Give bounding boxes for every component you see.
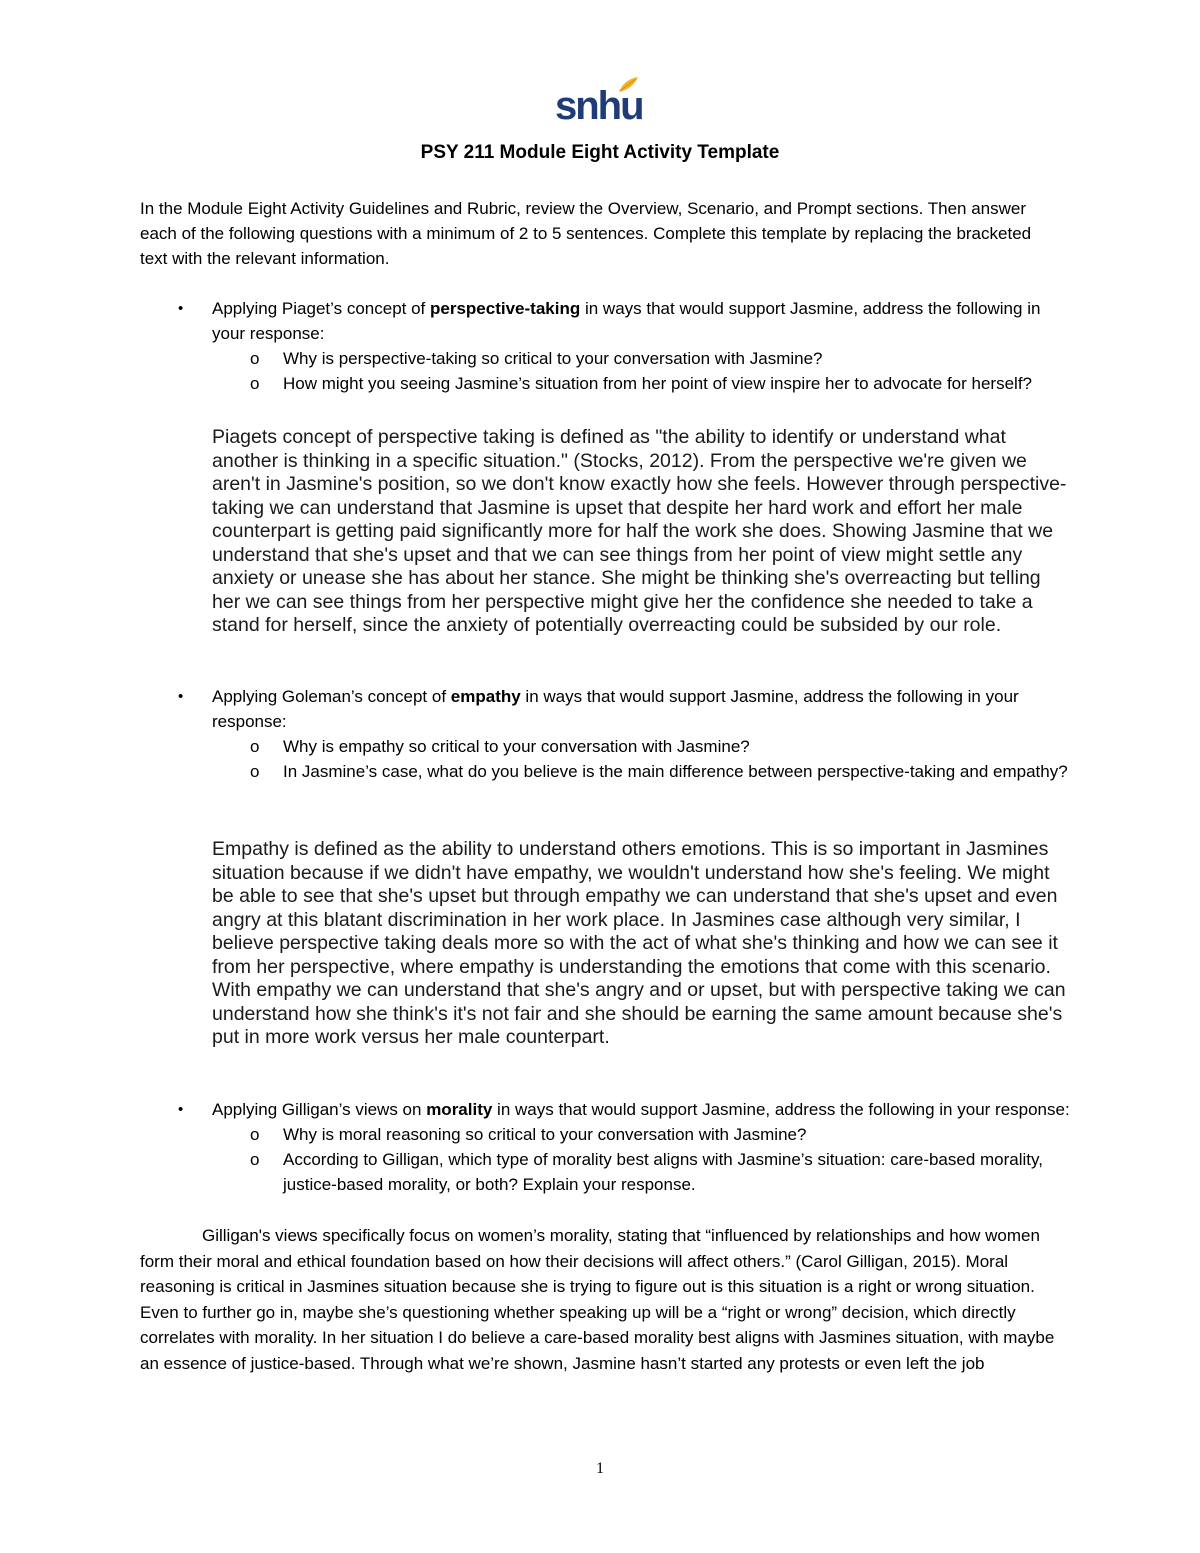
question-text: Why is empathy so critical to your conversation with Jasmine? [283, 737, 750, 756]
sub-bullet-icon: o [250, 374, 260, 393]
intro-paragraph: In the Module Eight Activity Guidelines and Rubric, review the Overview, Scenario, and Prompt sections. Then answer each of the following questions with a minimum of 2 to 5 sentences. Complete this template by replacing the bracketed text with the relevant information. [140, 199, 1032, 268]
bullet-icon: • [178, 688, 184, 705]
lead-text: Applying Piaget’s concept of [212, 299, 430, 318]
sub-bullet-icon: o [250, 737, 260, 756]
lead-text-end: in ways that would support Jasmine, address the following in your response: [492, 1100, 1070, 1119]
page-title: PSY 211 Module Eight Activity Template [420, 142, 780, 163]
snhu-logo [555, 76, 645, 132]
prompt-section-1 [140, 296, 1070, 396]
prompt-section-3 [140, 1097, 1070, 1197]
concept-term: morality [426, 1100, 493, 1119]
bullet-item [140, 296, 1070, 346]
sub-question-2 [140, 1147, 1070, 1197]
bullet-item [140, 684, 1070, 734]
page-number: 1 [596, 1460, 604, 1477]
question-text: According to Gilligan, which type of morality best aligns with Jasmine’s situation: care-based morality, justice-based morality, or both? Explain your response. [283, 1150, 1043, 1194]
bullet-item [140, 1097, 1070, 1122]
sub-question-1 [140, 346, 1070, 371]
lead-text: Applying Goleman’s concept of [212, 687, 451, 706]
sub-bullet-icon: o [250, 349, 260, 368]
sub-question-1 [140, 1122, 1070, 1147]
prompt-section-2 [140, 684, 1070, 784]
lead-text-end: in ways that would support Jasmine, address the following in your response: [212, 687, 1019, 731]
sub-bullet-icon: o [250, 1150, 260, 1169]
bullet-icon: • [178, 300, 184, 317]
question-text: In Jasmine’s case, what do you believe is the main difference between perspective-taking and empathy? [283, 762, 1068, 781]
lead-text: Applying Gilligan’s views on [212, 1100, 427, 1119]
bullet-icon: • [178, 1101, 184, 1118]
question-text: Why is moral reasoning so critical to your conversation with Jasmine? [283, 1125, 807, 1144]
concept-term: empathy [450, 687, 521, 706]
sub-question-1 [140, 734, 1070, 759]
lead-text-end: in ways that would support Jasmine, address the following in your response: [212, 299, 1041, 343]
sub-question-2 [140, 759, 1070, 784]
logo-text: snhu [555, 84, 643, 128]
answer-2: Empathy is defined as the ability to understand others emotions. This is so important in Jasmines situation because if we didn't have empathy, we wouldn't understand how she's feeling. We might be able to see that she's upset but through empathy we can understand that she's upset and even angry at this blatant discrimination in her work place. In Jasmines case although very similar, I believe perspective taking deals more so with the act of what she's thinking and how we can see it from her perspective, where empathy is understanding the emotions that come with this scenario. With empathy we can understand that she's angry and or upset, but with perspective taking we can understand how she think's it's not fair and she should be earning the same amount because she's put in more work versus her male counterpart. [212, 838, 1066, 1048]
answer-1: Piagets concept of perspective taking is defined as "the ability to identify or understand what another is thinking in a specific situation." (Stocks, 2012). From the perspective we're given we aren't in Jasmine's position, so we don't know exactly how she feels. However through perspective-taking we can understand that Jasmine is upset that despite her hard work and effort her male counterpart is getting paid significantly more for half the work she does. Showing Jasmine that we understand that she's upset and that we can see things from her point of view might settle any anxiety or unease she has about her stance. She might be thinking she's overreacting but telling her we can see things from her perspective might give her the confidence she needed to take a stand for herself, since the anxiety of potentially overreacting could be subsided by our role. [212, 426, 1067, 636]
concept-term: perspective-taking [430, 299, 581, 318]
question-text: How might you seeing Jasmine’s situation from her point of view inspire her to advocate for herself? [283, 374, 1033, 393]
sub-bullet-icon: o [250, 762, 260, 781]
sub-question-2 [140, 371, 1070, 396]
answer-3: Gilligan's views specifically focus on women’s morality, stating that “influenced by relationships and how women form their moral and ethical foundation based on how their decisions will affect others.” (Carol Gilligan, 2015). Moral reasoning is critical in Jasmines situation because she is trying to figure out is this situation is a right or wrong situation. Even to further go in, maybe she’s questioning whether speaking up will be a “right or wrong” decision, which directly correlates with morality. In her situation I do believe a care-based morality best aligns with Jasmines situation, with maybe an essence of justice-based. Through what we’re shown, Jasmine hasn’t started any protests or even left the job [140, 1226, 1055, 1373]
question-text: Why is perspective-taking so critical to your conversation with Jasmine? [283, 349, 823, 368]
sub-bullet-icon: o [250, 1125, 260, 1144]
